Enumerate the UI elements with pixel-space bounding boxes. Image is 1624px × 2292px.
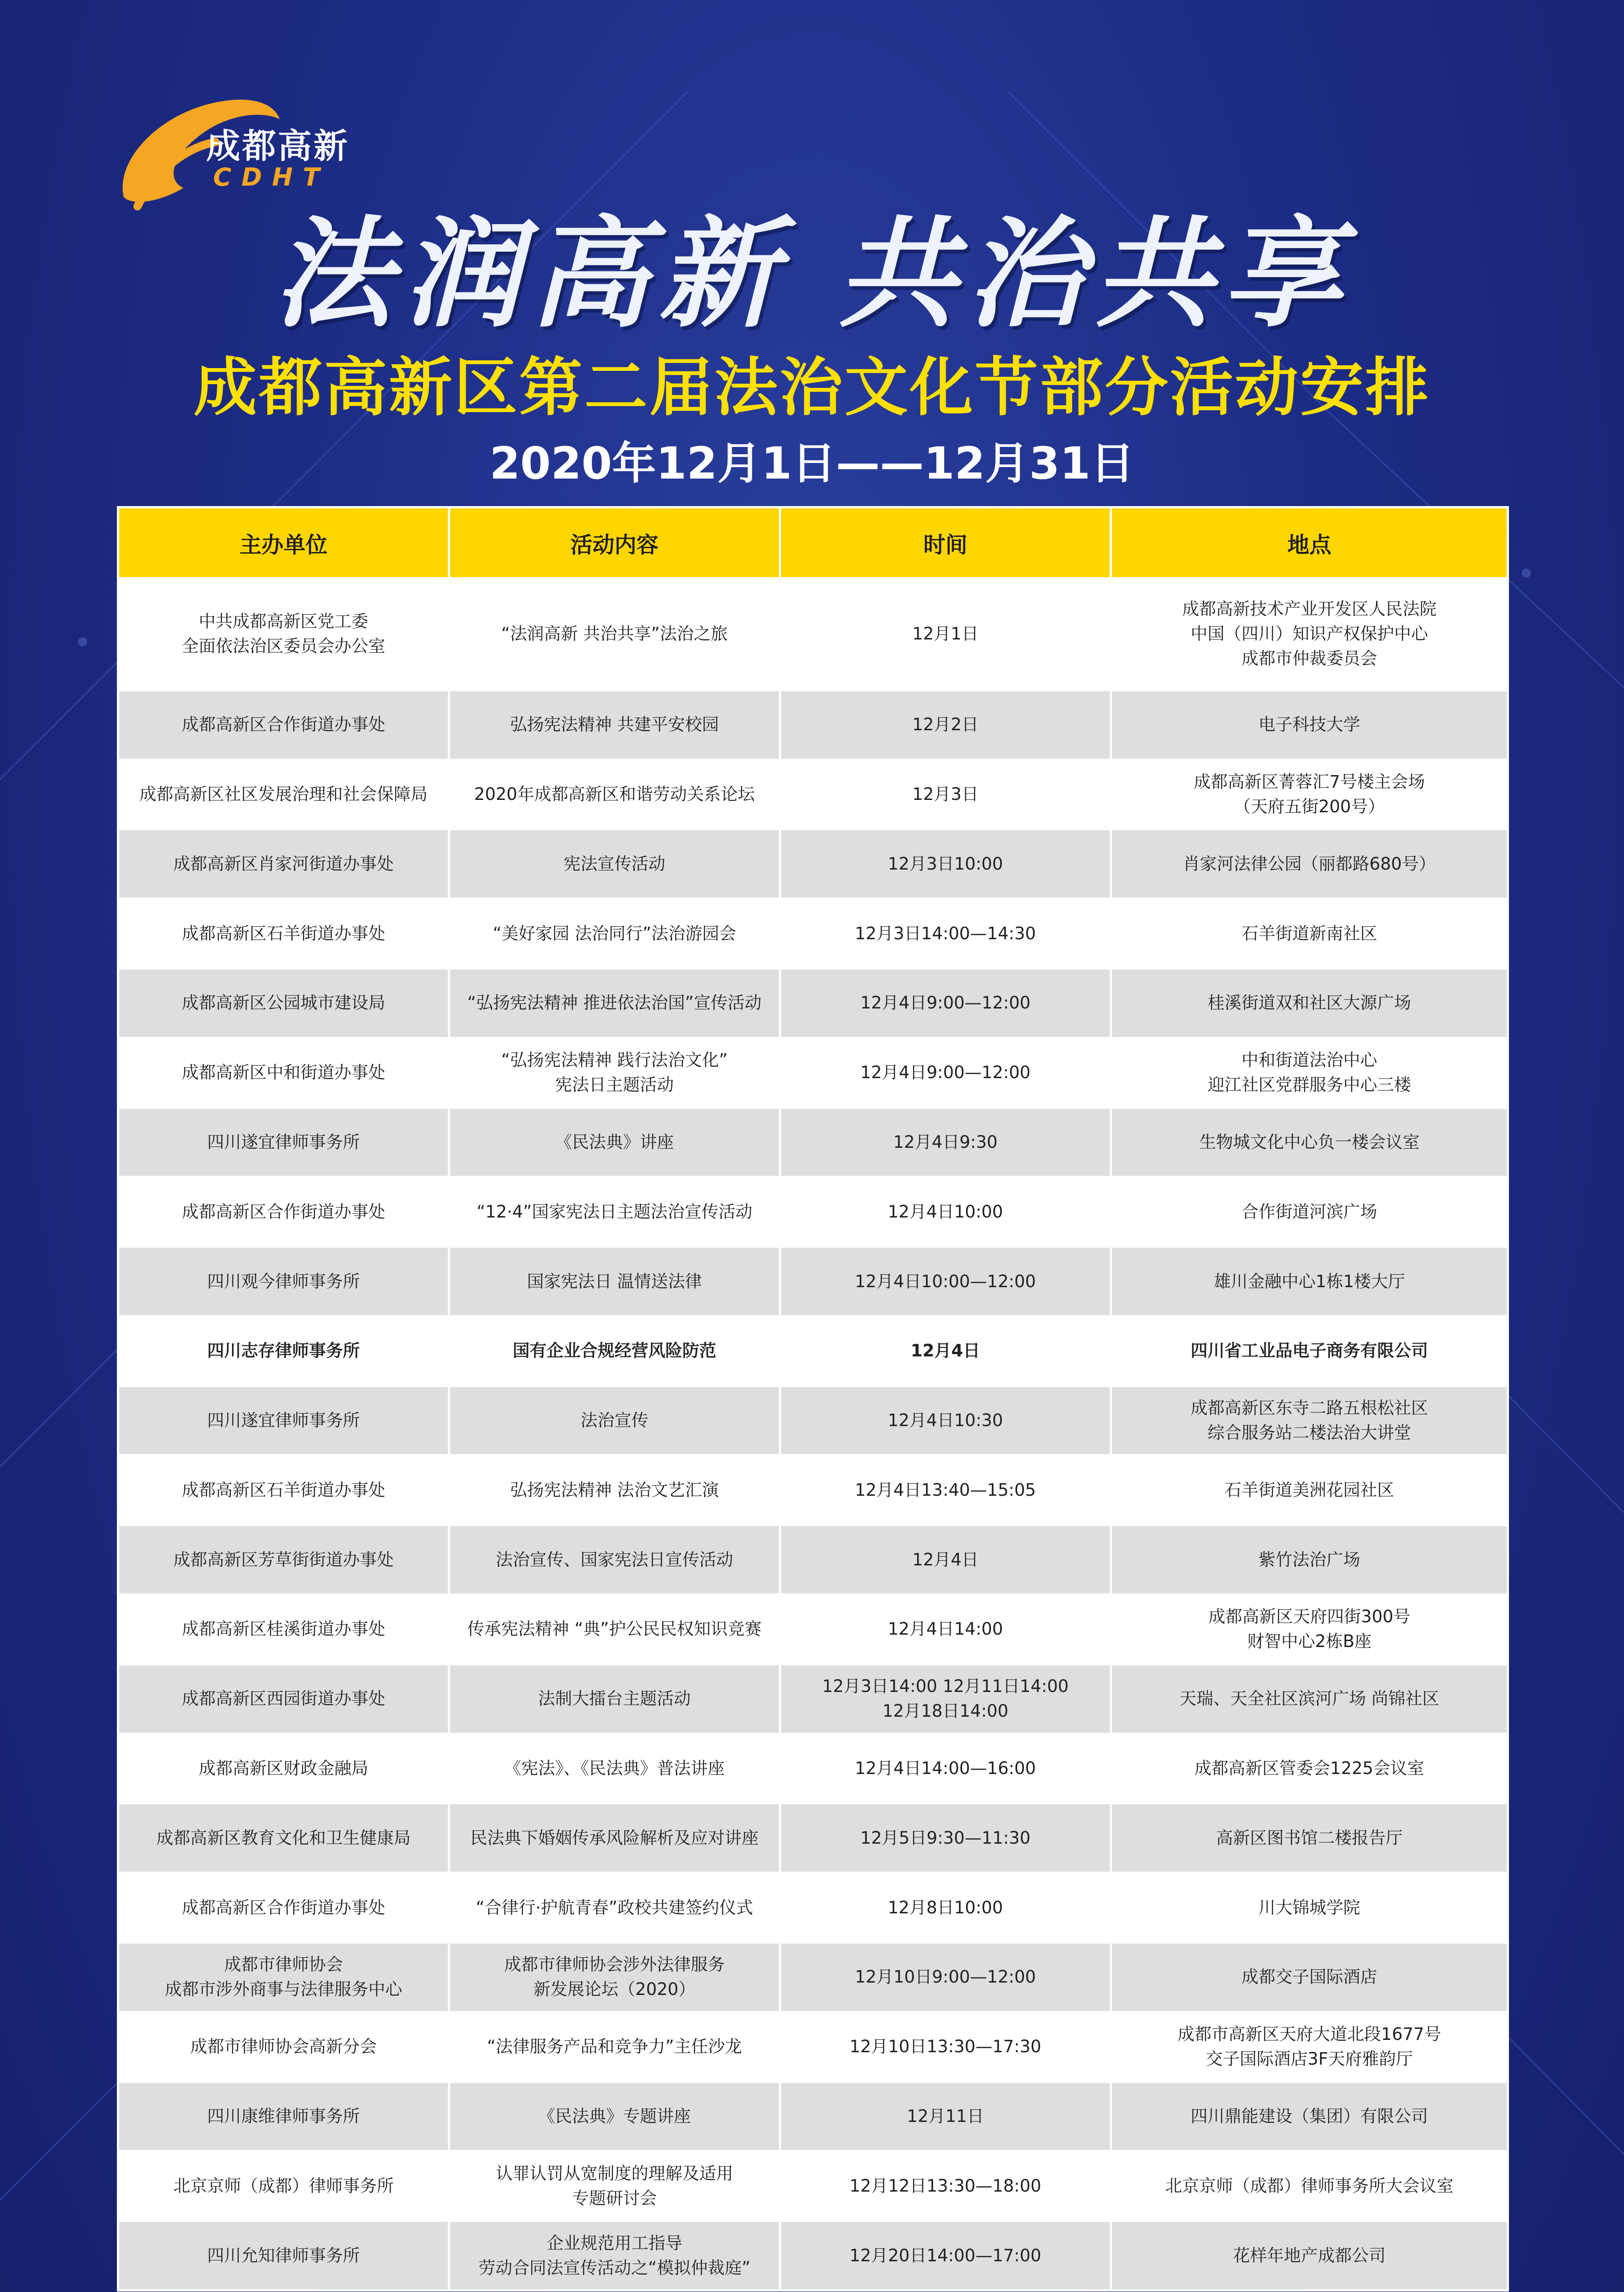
cell-time: 12月4日 (780, 1316, 1111, 1386)
cell-time: 12月4日9:00—12:00 (780, 969, 1111, 1038)
cell-time: 12月3日10:00 (780, 829, 1111, 899)
cell-location: 电子科技大学 (1111, 690, 1508, 760)
cell-location: 成都高新区管委会1225会议室 (1111, 1734, 1508, 1803)
cell-time: 12月4日 (780, 1525, 1111, 1595)
cell-activity: 传承宪法精神 “典”护公民民权知识竞赛 (449, 1595, 780, 1664)
logo-abbreviation: CDHT (213, 163, 330, 192)
table-row (118, 1038, 1508, 1107)
cell-time: 12月4日10:30 (780, 1386, 1111, 1455)
cell-activity: 弘扬宪法精神 法治文艺汇演 (449, 1455, 780, 1525)
cell-organizer: 四川观今律师事务所 (118, 1247, 449, 1317)
cell-time: 12月3日 (780, 760, 1111, 829)
cell-activity: “弘扬宪法精神 践行法治文化” 宪法日主题活动 (449, 1038, 780, 1107)
schedule-table (117, 506, 1509, 2292)
table-row (118, 1664, 1508, 1734)
cell-organizer: 成都高新区中和街道办事处 (118, 1038, 449, 1107)
table-row (118, 1803, 1508, 1873)
cell-location: 四川省工业品电子商务有限公司 (1111, 1316, 1508, 1386)
cell-activity: “法润高新 共治共享”法治之旅 (449, 579, 780, 690)
cell-activity: 国家宪法日 温情送法律 (449, 1247, 780, 1317)
cell-time: 12月5日9:30—11:30 (780, 1803, 1111, 1873)
cell-activity: 2020年成都高新区和谐劳动关系论坛 (449, 760, 780, 829)
cell-location: 肖家河法律公园（丽都路680号） (1111, 829, 1508, 899)
cell-time: 12月4日9:00—12:00 (780, 1038, 1111, 1107)
cell-time: 12月11日 (780, 2082, 1111, 2151)
cell-location: 合作街道河滨广场 (1111, 1177, 1508, 1247)
table-row (118, 1525, 1508, 1595)
cell-location: 花样年地产成都公司 (1111, 2221, 1508, 2291)
table-row (118, 1595, 1508, 1664)
cell-organizer: 四川遂宜律师事务所 (118, 1386, 449, 1455)
table-row (118, 2151, 1508, 2221)
cell-time: 12月10日13:30—17:30 (780, 2012, 1111, 2082)
logo-name: 成都高新 (206, 127, 349, 166)
table-row (118, 2012, 1508, 2082)
cell-organizer: 成都高新区芳草街街道办事处 (118, 1525, 449, 1595)
table-row (118, 579, 1508, 690)
cell-activity: 法治宣传、国家宪法日宣传活动 (449, 1525, 780, 1595)
cell-location: 成都高新区东寺二路五根松社区 综合服务站二楼法治大讲堂 (1111, 1386, 1508, 1455)
table-row (118, 2082, 1508, 2151)
cell-organizer: 成都高新区桂溪街道办事处 (118, 1595, 449, 1664)
cell-location: 生物城文化中心负一楼会议室 (1111, 1107, 1508, 1177)
table-row (118, 2221, 1508, 2291)
cell-location: 高新区图书馆二楼报告厅 (1111, 1803, 1508, 1873)
cell-time: 12月12日13:30—18:00 (780, 2151, 1111, 2221)
cell-activity: 弘扬宪法精神 共建平安校园 (449, 690, 780, 760)
cell-location: 成都市高新区天府大道北段1677号 交子国际酒店3F天府雅韵厅 (1111, 2012, 1508, 2082)
cell-activity: 企业规范用工指导 劳动合同法宣传活动之“模拟仲裁庭” (449, 2221, 780, 2291)
cell-organizer: 成都高新区肖家河街道办事处 (118, 829, 449, 899)
cell-organizer: 成都高新区合作街道办事处 (118, 1177, 449, 1247)
cell-location: 雄川金融中心1栋1楼大厅 (1111, 1247, 1508, 1317)
cell-activity: “合律行·护航青春”政校共建签约仪式 (449, 1873, 780, 1943)
cell-organizer: 成都市律师协会高新分会 (118, 2012, 449, 2082)
cell-location: 成都高新区菁蓉汇7号楼主会场 （天府五街200号） (1111, 760, 1508, 829)
cell-location: 中和街道法治中心 迎江社区党群服务中心三楼 (1111, 1038, 1508, 1107)
cell-activity: 法治宣传 (449, 1386, 780, 1455)
cell-organizer: 成都市律师协会 成都市涉外商事与法律服务中心 (118, 1942, 449, 2012)
cell-organizer: 四川康维律师事务所 (118, 2082, 449, 2151)
cell-time: 12月2日 (780, 690, 1111, 760)
table-row (118, 899, 1508, 969)
slogan: 法润高新 共治共享 (273, 204, 1351, 344)
cell-activity: “弘扬宪法精神 推进依法治国”宣传活动 (449, 969, 780, 1038)
cell-location: 成都交子国际酒店 (1111, 1942, 1508, 2012)
table-row (118, 760, 1508, 829)
table-row (118, 1455, 1508, 1525)
table-row (118, 690, 1508, 760)
header-time: 时间 (780, 507, 1111, 579)
cell-time: 12月4日10:00 (780, 1177, 1111, 1247)
cell-location: 天瑞、天全社区滨河广场 尚锦社区 (1111, 1664, 1508, 1734)
cell-time: 12月1日 (780, 579, 1111, 690)
cell-activity: 《宪法》、《民法典》普法讲座 (449, 1734, 780, 1803)
cell-time: 12月20日14:00—17:00 (780, 2221, 1111, 2291)
header-organizer: 主办单位 (118, 507, 449, 579)
cell-activity: 成都市律师协会涉外法律服务 新发展论坛（2020） (449, 1942, 780, 2012)
table-row (118, 1247, 1508, 1317)
cell-location: 川大锦城学院 (1111, 1873, 1508, 1943)
cell-time: 12月3日14:00 12月11日14:00 12月18日14:00 (780, 1664, 1111, 1734)
cell-location: 紫竹法治广场 (1111, 1525, 1508, 1595)
cell-organizer: 成都高新区公园城市建设局 (118, 969, 449, 1038)
cell-location: 北京京师（成都）律师事务所大会议室 (1111, 2151, 1508, 2221)
table-row (118, 1873, 1508, 1943)
cell-organizer: 成都高新区西园街道办事处 (118, 1664, 449, 1734)
cell-time: 12月4日14:00 (780, 1595, 1111, 1664)
cell-activity: 国有企业合规经营风险防范 (449, 1316, 780, 1386)
table-row (118, 969, 1508, 1038)
cell-time: 12月8日10:00 (780, 1873, 1111, 1943)
cell-organizer: 成都高新区教育文化和卫生健康局 (118, 1803, 449, 1873)
cell-organizer: 四川志存律师事务所 (118, 1316, 449, 1386)
cell-time: 12月4日9:30 (780, 1107, 1111, 1177)
table-row (118, 1177, 1508, 1247)
cell-activity: 《民法典》专题讲座 (449, 2082, 780, 2151)
cell-location: 成都高新技术产业开发区人民法院 中国（四川）知识产权保护中心 成都市仲裁委员会 (1111, 579, 1508, 690)
table-row (118, 1734, 1508, 1803)
cell-time: 12月4日13:40—15:05 (780, 1455, 1111, 1525)
table-header-row (118, 507, 1508, 579)
cell-location: 四川鼎能建设（集团）有限公司 (1111, 2082, 1508, 2151)
cell-location: 成都高新区天府四街300号 财智中心2栋B座 (1111, 1595, 1508, 1664)
cell-organizer: 北京京师（成都）律师事务所 (118, 2151, 449, 2221)
cell-activity: “美好家园 法治同行”法治游园会 (449, 899, 780, 969)
cell-organizer: 成都高新区社区发展治理和社会保障局 (118, 760, 449, 829)
cell-activity: 认罪认罚从宽制度的理解及适用 专题研讨会 (449, 2151, 780, 2221)
header-location: 地点 (1111, 507, 1508, 579)
cell-activity: 宪法宣传活动 (449, 829, 780, 899)
cell-organizer: 成都高新区石羊街道办事处 (118, 899, 449, 969)
date-range: 2020年12月1日——12月31日 (490, 438, 1134, 489)
cell-activity: 民法典下婚姻传承风险解析及应对讲座 (449, 1803, 780, 1873)
table-row (118, 1942, 1508, 2012)
cell-organizer: 成都高新区合作街道办事处 (118, 1873, 449, 1943)
cell-time: 12月4日14:00—16:00 (780, 1734, 1111, 1803)
cell-activity: 法制大擂台主题活动 (449, 1664, 780, 1734)
cell-location: 石羊街道新南社区 (1111, 899, 1508, 969)
table-row (118, 1316, 1508, 1386)
cell-activity: “12·4”国家宪法日主题法治宣传活动 (449, 1177, 780, 1247)
cell-activity: “法律服务产品和竞争力”主任沙龙 (449, 2012, 780, 2082)
cell-organizer: 四川允知律师事务所 (118, 2221, 449, 2291)
cell-organizer: 成都高新区合作街道办事处 (118, 690, 449, 760)
cell-organizer: 成都高新区财政金融局 (118, 1734, 449, 1803)
cell-time: 12月4日10:00—12:00 (780, 1247, 1111, 1317)
table-row (118, 1107, 1508, 1177)
cell-time: 12月3日14:00—14:30 (780, 899, 1111, 969)
table-row (118, 1386, 1508, 1455)
cell-location: 石羊街道美洲花园社区 (1111, 1455, 1508, 1525)
page-title: 成都高新区第二届法治文化节部分活动安排 (193, 351, 1431, 424)
cell-time: 12月10日9:00—12:00 (780, 1942, 1111, 2012)
cell-organizer: 四川遂宜律师事务所 (118, 1107, 449, 1177)
table-row (118, 829, 1508, 899)
cell-organizer: 中共成都高新区党工委 全面依法治区委员会办公室 (118, 579, 449, 690)
cell-organizer: 成都高新区石羊街道办事处 (118, 1455, 449, 1525)
cell-location: 桂溪街道双和社区大源广场 (1111, 969, 1508, 1038)
cell-activity: 《民法典》讲座 (449, 1107, 780, 1177)
header-activity: 活动内容 (449, 507, 780, 579)
